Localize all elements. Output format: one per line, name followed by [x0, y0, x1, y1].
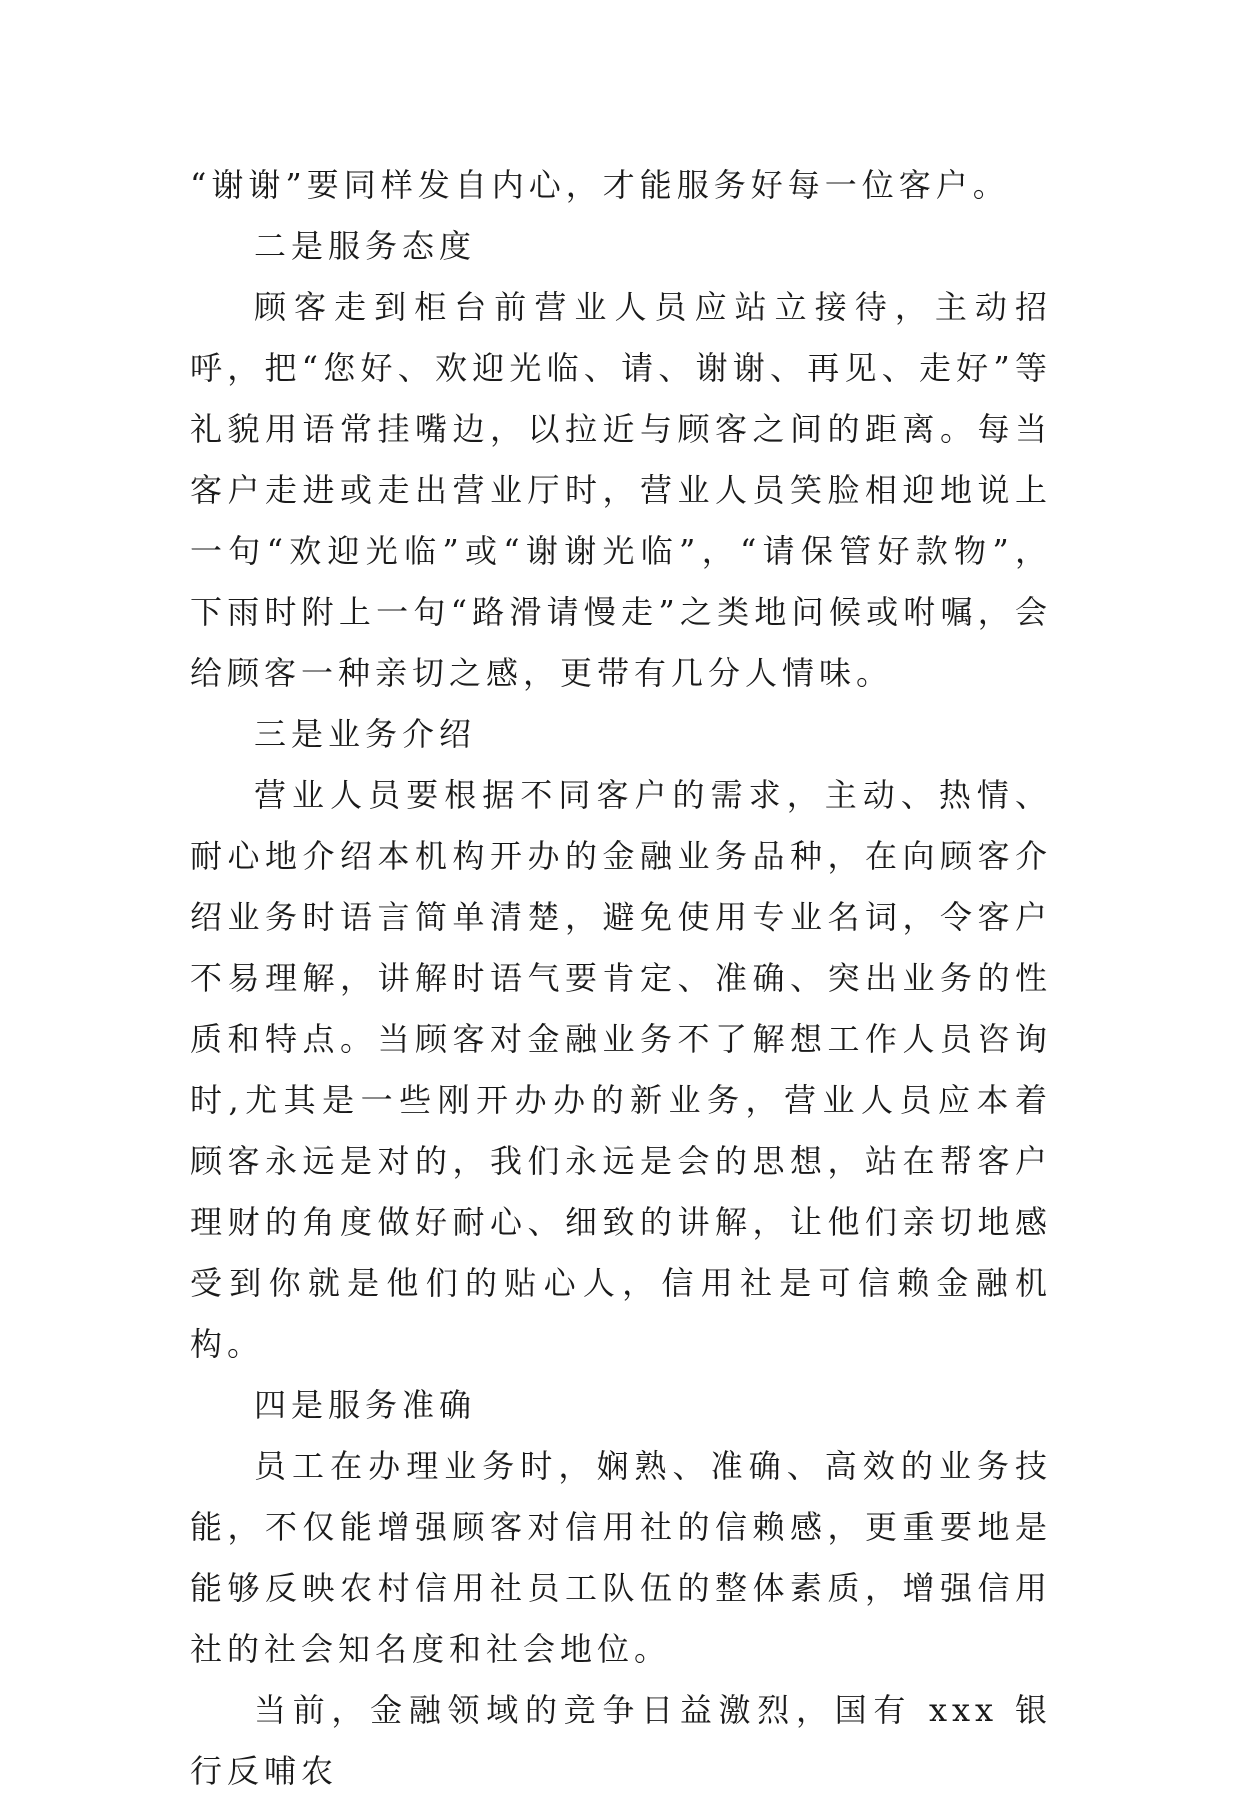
paragraph-service-attitude: 顾客走到柜台前营业人员应站立接待，主动招呼，把“您好、欢迎光临、请、谢谢、再见、走好”等礼貌用语常挂嘴边，以拉近与顾客之间的距离。每当客户走进或走出营业厅时，营业人员笑脸相迎地说上一句“欢迎光临”或“谢谢光临”，“请保管好款物”，下雨时附上一句“路滑请慢走”之类地问候或咐嘱，会给顾客一种亲切之感，更带有几分人情味。 — [190, 288, 1052, 692]
document-page — [190, 155, 1052, 1802]
paragraph-business-introduction: 营业人员要根据不同客户的需求，主动、热情、耐心地介绍本机构开办的金融业务品种，在向顾客介绍业务时语言简单清楚，避免使用专业名词，令客户不易理解，讲解时语气要肯定、准确、突出业务的性质和特点。当顾客对金融业务不了解想工作人员咨询时,尤其是一些刚开办办的新业务，营业人员应本着顾客永远是对的，我们永远是会的思想，站在帮客户理财的角度做好耐心、细致的讲解，让他们亲切地感受到你就是他们的贴心人，信用社是可信赖金融机构。 — [190, 776, 1052, 1363]
section-heading-service-accuracy: 四是服务准确 — [254, 1386, 477, 1424]
section-heading-business-introduction: 三是业务介绍 — [254, 715, 477, 753]
section-heading-service-attitude: 二是服务态度 — [254, 227, 477, 265]
paragraph-continuation: “谢谢”要同样发自内心，才能服务好每一位客户。 — [190, 166, 1010, 204]
paragraph-service-accuracy: 员工在办理业务时，娴熟、准确、高效的业务技能，不仅能增强顾客对信用社的信赖感，更重要地是能够反映农村信用社员工队伍的整体素质，增强信用社的社会知名度和社会地位。 — [190, 1447, 1052, 1668]
paragraph-current-competition: 当前，金融领域的竞争日益激烈，国有 xxx 银行反哺农 — [190, 1691, 1052, 1790]
